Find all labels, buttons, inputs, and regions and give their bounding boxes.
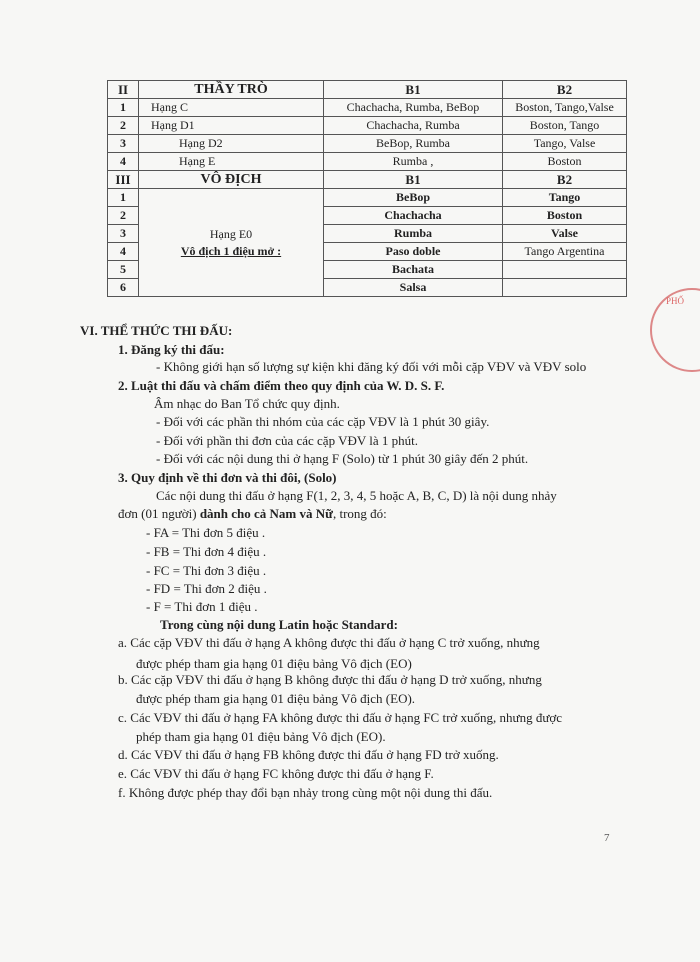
row-number: 1 xyxy=(108,189,139,207)
row-number: 3 xyxy=(108,135,139,153)
rule-e: e. Các VĐV thi đấu ở hạng FC không được thi đấu ở hạng F. xyxy=(118,766,434,781)
b1-dances: BeBop, Rumba xyxy=(324,135,503,153)
b2-dance: Tango Argentina xyxy=(503,243,627,261)
s2-line-3: - Đối với các nội dung thi ở hạng F (Solo) từ 1 phút 30 giây đến 2 phút. xyxy=(156,451,529,466)
b1-dances: Chachacha, Rumba, BeBop xyxy=(324,99,503,117)
b1-dance: BeBop xyxy=(324,189,503,207)
rule-b-line-2: được phép tham gia hạng 01 điệu bảng Vô địch (EO). xyxy=(136,691,416,706)
row-number: 4 xyxy=(108,153,139,171)
group-name: Hạng E0 xyxy=(209,226,253,241)
s3-paragraph-1: Các nội dung thi đấu ở hạng F(1, 2, 3, 4, 5 hoặc A, B, C, D) là nội dung nhảy xyxy=(156,488,557,503)
row-number: II xyxy=(108,81,139,99)
s1-text: - Không giới hạn số lượng sự kiện khi đăng ký đối với mỗi cặp VĐV và VĐV solo xyxy=(156,359,587,374)
b2-dances: Boston, Tango xyxy=(503,117,627,135)
row-number: 4 xyxy=(108,243,139,261)
s3-list-3: - FD = Thi đơn 2 điệu . xyxy=(146,581,267,596)
b1-dance: Chachacha xyxy=(324,207,503,225)
row-number: 6 xyxy=(108,279,139,297)
s2-title: 2. Luật thi đấu và chấm điểm theo quy định của W. D. S. F. xyxy=(118,378,445,393)
b2-dances: B2 xyxy=(503,171,627,189)
rule-d: d. Các VĐV thi đấu ở hạng FB không được thi đấu ở hạng FD trở xuống. xyxy=(118,747,499,762)
b1-dance: Rumba xyxy=(324,225,503,243)
s1-title: 1. Đăng ký thi đấu: xyxy=(118,342,225,357)
rule-a-line-1: a. Các cặp VĐV thi đấu ở hạng A không được thi đấu ở hạng C trở xuống, nhưng xyxy=(118,635,540,650)
s3-list-0: - FA = Thi đơn 5 điệu . xyxy=(146,525,266,540)
category-name: Hạng D1 xyxy=(139,117,324,135)
b1-dances: Rumba , xyxy=(324,153,503,171)
b1-dances: B1 xyxy=(324,171,503,189)
red-stamp-partial: PHỐ xyxy=(650,288,700,372)
section-vi-title: VI. THỂ THỨC THI ĐẤU: xyxy=(80,323,233,338)
row-number: 2 xyxy=(108,207,139,225)
row-number: 3 xyxy=(108,225,139,243)
b2-dances: B2 xyxy=(503,81,627,99)
s3-list-2: - FC = Thi đơn 3 điệu . xyxy=(146,563,267,578)
s2-line-0: Âm nhạc do Ban Tổ chức quy định. xyxy=(154,396,340,411)
b1-dance: Salsa xyxy=(324,279,503,297)
row-number: 2 xyxy=(108,117,139,135)
s3-list-4: - F = Thi đơn 1 điệu . xyxy=(146,599,258,614)
row-number: III xyxy=(108,171,139,189)
b1-dances: Chachacha, Rumba xyxy=(324,117,503,135)
table-row xyxy=(108,135,627,153)
row-number: 1 xyxy=(108,99,139,117)
category-name: THẦY TRÒ xyxy=(139,81,324,99)
b2-dances: Tango, Valse xyxy=(503,135,627,153)
category-name: Hạng C xyxy=(139,99,324,117)
rule-f: f. Không được phép thay đổi bạn nhảy trong cùng một nội dung thi đấu. xyxy=(118,785,493,800)
s2-line-1: - Đối với các phần thi nhóm của các cặp VĐV là 1 phút 30 giây. xyxy=(156,414,490,429)
b2-dance xyxy=(503,261,627,279)
table-row xyxy=(108,153,627,171)
table-row xyxy=(108,171,627,189)
table-row xyxy=(108,189,627,207)
b2-dance: Boston xyxy=(503,207,627,225)
b2-dance: Tango xyxy=(503,189,627,207)
table-row xyxy=(108,81,627,99)
rule-a-line-2: được phép tham gia hạng 01 điệu bảng Vô địch (EO) xyxy=(136,656,412,671)
b1-dances: B1 xyxy=(324,81,503,99)
page-number: 7 xyxy=(604,832,610,844)
row-number: 5 xyxy=(108,261,139,279)
s3-subheading: Trong cùng nội dung Latin hoặc Standard: xyxy=(160,617,398,632)
b2-dance xyxy=(503,279,627,297)
dance-categories-table xyxy=(107,80,627,297)
s3-paragraph-2: đơn (01 người) dành cho cả Nam và Nữ, trong đó: xyxy=(118,506,387,521)
rule-c-line-2: phép tham gia hạng 01 điệu bảng Vô địch (EO). xyxy=(136,729,386,744)
b1-dance: Bachata xyxy=(324,261,503,279)
category-name: Hạng E xyxy=(139,153,324,171)
b1-dance: Paso doble xyxy=(324,243,503,261)
s3-list-1: - FB = Thi đơn 4 điệu . xyxy=(146,544,267,559)
group-subtitle: Vô địch 1 điệu mở : xyxy=(180,243,282,258)
category-name: VÔ ĐỊCH xyxy=(139,171,324,189)
b2-dance: Valse xyxy=(503,225,627,243)
table-row xyxy=(108,99,627,117)
b2-dances: Boston, Tango,Valse xyxy=(503,99,627,117)
rule-b-line-1: b. Các cặp VĐV thi đấu ở hạng B không được thi đấu ở hạng D trở xuống, nhưng xyxy=(118,672,542,687)
rule-c-line-1: c. Các VĐV thi đấu ở hạng FA không được thi đấu ở hạng FC trở xuống, nhưng được xyxy=(118,710,563,725)
s2-line-2: - Đối với phần thi đơn của các cặp VĐV là 1 phút. xyxy=(156,433,419,448)
b2-dances: Boston xyxy=(503,153,627,171)
table-row xyxy=(108,117,627,135)
vo-dich-group-cell xyxy=(139,189,324,297)
category-name: Hạng D2 xyxy=(139,135,324,153)
s3-title: 3. Quy định về thi đơn và thi đôi, (Solo) xyxy=(118,470,337,485)
